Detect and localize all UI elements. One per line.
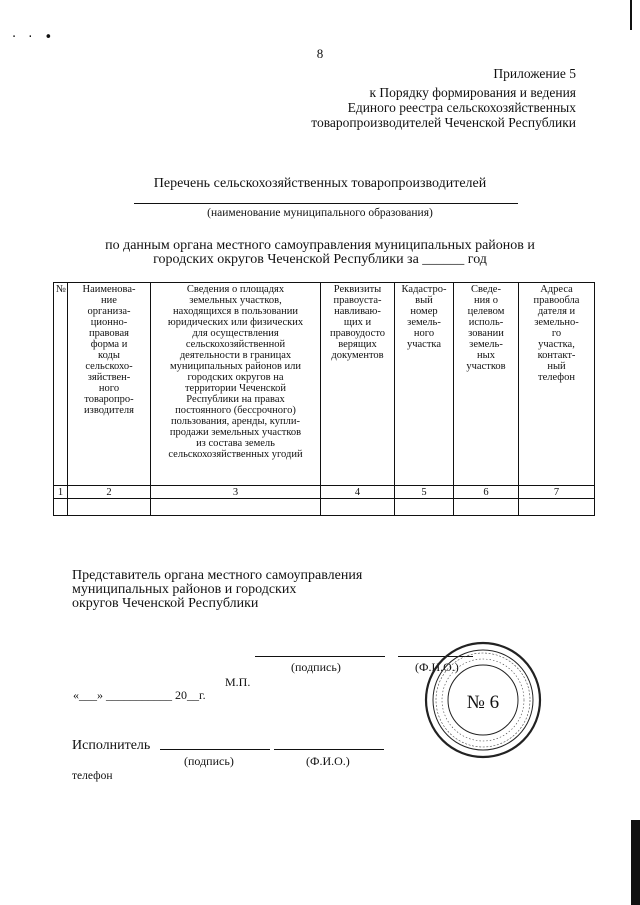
appendix-line: Единого реестра сельскохозяйственных (347, 100, 576, 115)
appendix-line: товаропроизводителей Чеченской Республики (311, 115, 576, 130)
register-table (53, 282, 595, 516)
stamp-place-label: М.П. (225, 675, 251, 689)
executor-fio-caption: (Ф.И.О.) (306, 754, 350, 768)
appendix-block (311, 66, 576, 130)
header-cell: Реквизиты правоуста- навливаю- щих и правоудосто верящих документов (321, 283, 395, 486)
number-cell: 5 (395, 486, 454, 499)
header-dots: · · • (12, 30, 57, 45)
header-cell: Сведения о площадях земельных участков, находящихся в пользовании юридических или физических для осуществления сельскохозяйственной деятельности в границах муниципальных районов или городских округов на территории Чеченской Республики на правах постоянного (бессрочного) пользования, аренды, купли- продажи земельных участков из состава земель сельскохозяйственных угодий (151, 283, 321, 486)
signature-line (255, 656, 385, 657)
empty-cell (54, 499, 68, 516)
representative-line: Представитель органа местного самоуправления (72, 568, 363, 583)
municipality-underline (134, 203, 518, 204)
page-number: 8 (316, 46, 324, 61)
fio-caption: (Ф.И.О.) (415, 660, 459, 674)
table-header-row (54, 283, 595, 486)
executor-signature-caption: (подпись) (184, 754, 234, 768)
empty-cell (519, 499, 595, 516)
official-seal-icon (423, 640, 543, 760)
appendix-line: к Порядку формирования и ведения (369, 85, 576, 100)
header-cell: Сведе- ния о целевом исполь- зовании земель- ных участков (454, 283, 519, 486)
table-row (54, 499, 595, 516)
header-cell: № (54, 283, 68, 486)
number-cell: 1 (54, 486, 68, 499)
empty-cell (151, 499, 321, 516)
executor-fio-line (274, 749, 384, 750)
signature-caption: (подпись) (291, 660, 341, 674)
empty-cell (454, 499, 519, 516)
number-cell: 2 (68, 486, 151, 499)
appendix-title: Приложение 5 (493, 66, 576, 81)
period-text (0, 239, 640, 267)
representative-line: муниципальных районов и городских (72, 582, 297, 597)
representative-block (72, 569, 362, 611)
stamp-number: № 6 (466, 692, 500, 713)
number-cell: 6 (454, 486, 519, 499)
header-cell: Кадастро- вый номер земель- ного участка (395, 283, 454, 486)
period-line: городских округов Чеченской Республики за ______ год (153, 252, 487, 267)
period-line: по данным органа местного самоуправления муниципальных районов и (105, 238, 535, 253)
empty-cell (395, 499, 454, 516)
document-title: Перечень сельскохозяйственных товаропроизводителей (153, 176, 487, 191)
number-cell: 4 (321, 486, 395, 499)
municipality-caption: (наименование муниципального образования) (207, 207, 433, 219)
empty-cell (321, 499, 395, 516)
header-cell: Наименова- ние организа- ционно- правовая форма и коды сельскохо- зяйствен- ного товаропро- изводителя (68, 283, 151, 486)
number-cell: 7 (519, 486, 595, 499)
table-number-row (54, 486, 595, 499)
executor-signature-line (160, 749, 270, 750)
executor-label: Исполнитель (72, 738, 151, 753)
scan-edge (629, 0, 640, 905)
phone-label: телефон (72, 770, 113, 782)
date-line: «___» ___________ 20__г. (73, 688, 206, 702)
header-cell: Адреса правообла дателя и земельно- го участка, контакт- ный телефон (519, 283, 595, 486)
number-cell: 3 (151, 486, 321, 499)
empty-cell (68, 499, 151, 516)
representative-line: округов Чеченской Республики (72, 596, 259, 611)
